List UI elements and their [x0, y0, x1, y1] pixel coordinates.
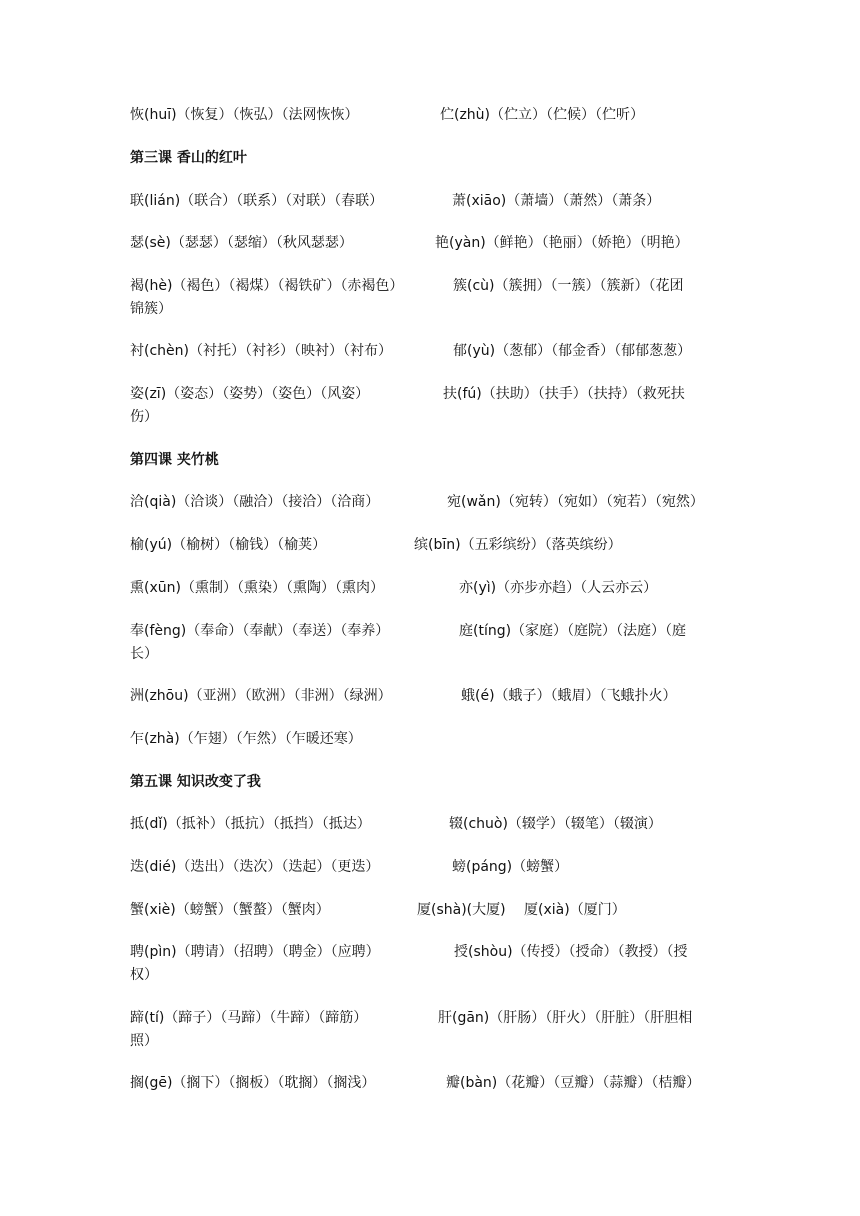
entry-left: 姿(zī)（姿态）（姿势）（姿色）（风姿）: [130, 386, 370, 402]
entry-right: 螃(páng)（螃蟹）: [452, 859, 569, 875]
entry-right: 郁(yù)（葱郁）（郁金香）（郁郁葱葱）: [453, 343, 692, 359]
entry-right: 亦(yì)（亦步亦趋）（人云亦云）: [459, 580, 658, 596]
vocab-line-continuation: 权）: [130, 967, 158, 983]
vocab-line-continuation: 伤）: [130, 409, 158, 425]
vocab-line: [130, 383, 685, 405]
lesson-heading: 第五课 知识改变了我: [130, 774, 261, 790]
vocab-line: [130, 813, 662, 835]
entry-right: 庭(tíng)（家庭）（庭院）（法庭）（庭: [459, 623, 687, 639]
vocab-line: [130, 340, 692, 362]
entry-left: 联(lián)（联合）（联系）（对联）（春联）: [130, 193, 384, 209]
entry-left: 榆(yú)（榆树）（榆钱）（榆荚）: [130, 537, 327, 553]
vocab-line: [130, 728, 362, 750]
entry-left: 熏(xūn)（熏制）（熏染）（熏陶）（熏肉）: [130, 580, 384, 596]
entry-left: 洽(qià)（洽谈）（融洽）（接洽）（洽商）: [130, 494, 380, 510]
entry-right: 蛾(é)（蛾子）（蛾眉）（飞蛾扑火）: [461, 688, 677, 704]
vocab-line-continuation: 长）: [130, 646, 158, 662]
entry-left: 瑟(sè)（瑟瑟）（瑟缩）（秋风瑟瑟）: [130, 235, 353, 251]
entry-left: 洲(zhōu)（亚洲）（欧洲）（非洲）（绿洲）: [130, 688, 392, 704]
entry-left: 迭(dié)（迭出）（迭次）（迭起）（更迭）: [130, 859, 380, 875]
entry-left: 奉(fèng)（奉命）（奉献）（奉送）（奉养）: [130, 623, 390, 639]
entry-left: 搁(gē)（搁下）（搁板）（耽搁）（搁浅）: [130, 1075, 376, 1091]
entry-left: 恢(huī)（恢复）（恢弘）（法网恢恢）: [130, 107, 359, 123]
vocab-line: [130, 1072, 701, 1094]
vocab-line: [130, 941, 688, 963]
entry-left: 聘(pìn)（聘请）（招聘）（聘金）（应聘）: [130, 944, 380, 960]
entry-right: 缤(bīn)（五彩缤纷）（落英缤纷）: [414, 537, 622, 553]
entry-right: 辍(chuò)（辍学）（辍笔）（辍演）: [449, 816, 662, 832]
vocab-line: [130, 275, 684, 297]
vocab-line: [130, 190, 661, 212]
lesson-heading: 第四课 夹竹桃: [130, 452, 219, 468]
vocab-line: [130, 534, 622, 556]
vocab-line: [130, 104, 645, 126]
vocab-line: [130, 899, 626, 921]
entry-right: 艳(yàn)（鲜艳）（艳丽）（娇艳）（明艳）: [435, 235, 689, 251]
entry-right: 萧(xiāo)（萧墙）（萧然）（萧条）: [452, 193, 661, 209]
vocab-line: [130, 1007, 693, 1029]
vocab-line-continuation: 锦簇）: [130, 301, 172, 317]
vocab-line: [130, 232, 689, 254]
entry-right: 肝(gān)（肝肠）（肝火）（肝脏）（肝胆相: [438, 1010, 693, 1026]
vocab-line: [130, 685, 677, 707]
entry-right: 授(shòu)（传授）（授命）（教授）（授: [454, 944, 688, 960]
entry-left: 蹄(tí)（蹄子）（马蹄）（牛蹄）（蹄筋）: [130, 1010, 368, 1026]
vocab-line: [130, 491, 704, 513]
vocab-line: [130, 856, 569, 878]
vocab-line-continuation: 照）: [130, 1033, 158, 1049]
entry-left: 抵(dǐ)（抵补）（抵抗）（抵挡）（抵达）: [130, 816, 371, 832]
entry-left: 蟹(xiè)（螃蟹）（蟹螯）（蟹肉）: [130, 902, 330, 918]
entry-right: 瓣(bàn)（花瓣）（豆瓣）（蒜瓣）（桔瓣）: [446, 1075, 701, 1091]
vocab-line: [130, 577, 658, 599]
entry-left: 衬(chèn)（衬托）（衬衫）（映衬）（衬布）: [130, 343, 392, 359]
vocab-line: [130, 620, 687, 642]
entry-right: 簇(cù)（簇拥）（一簇）（簇新）（花团: [453, 278, 684, 294]
lesson-heading: 第三课 香山的红叶: [130, 150, 247, 166]
entry-left: 褐(hè)（褐色）（褐煤）（褐铁矿）（赤褐色）: [130, 278, 404, 294]
entry-left: 乍(zhà)（乍翅）（乍然）（乍暖还寒）: [130, 731, 362, 747]
entry-right: 宛(wǎn)（宛转）（宛如）（宛若）（宛然）: [447, 494, 704, 510]
entry-right: 伫(zhù)（伫立）（伫候）（伫听）: [440, 107, 645, 123]
entry-right: 扶(fú)（扶助）（扶手）（扶持）（救死扶: [443, 386, 685, 402]
entry-right: 厦(shà)(大厦) 厦(xià)（厦门）: [417, 902, 626, 918]
